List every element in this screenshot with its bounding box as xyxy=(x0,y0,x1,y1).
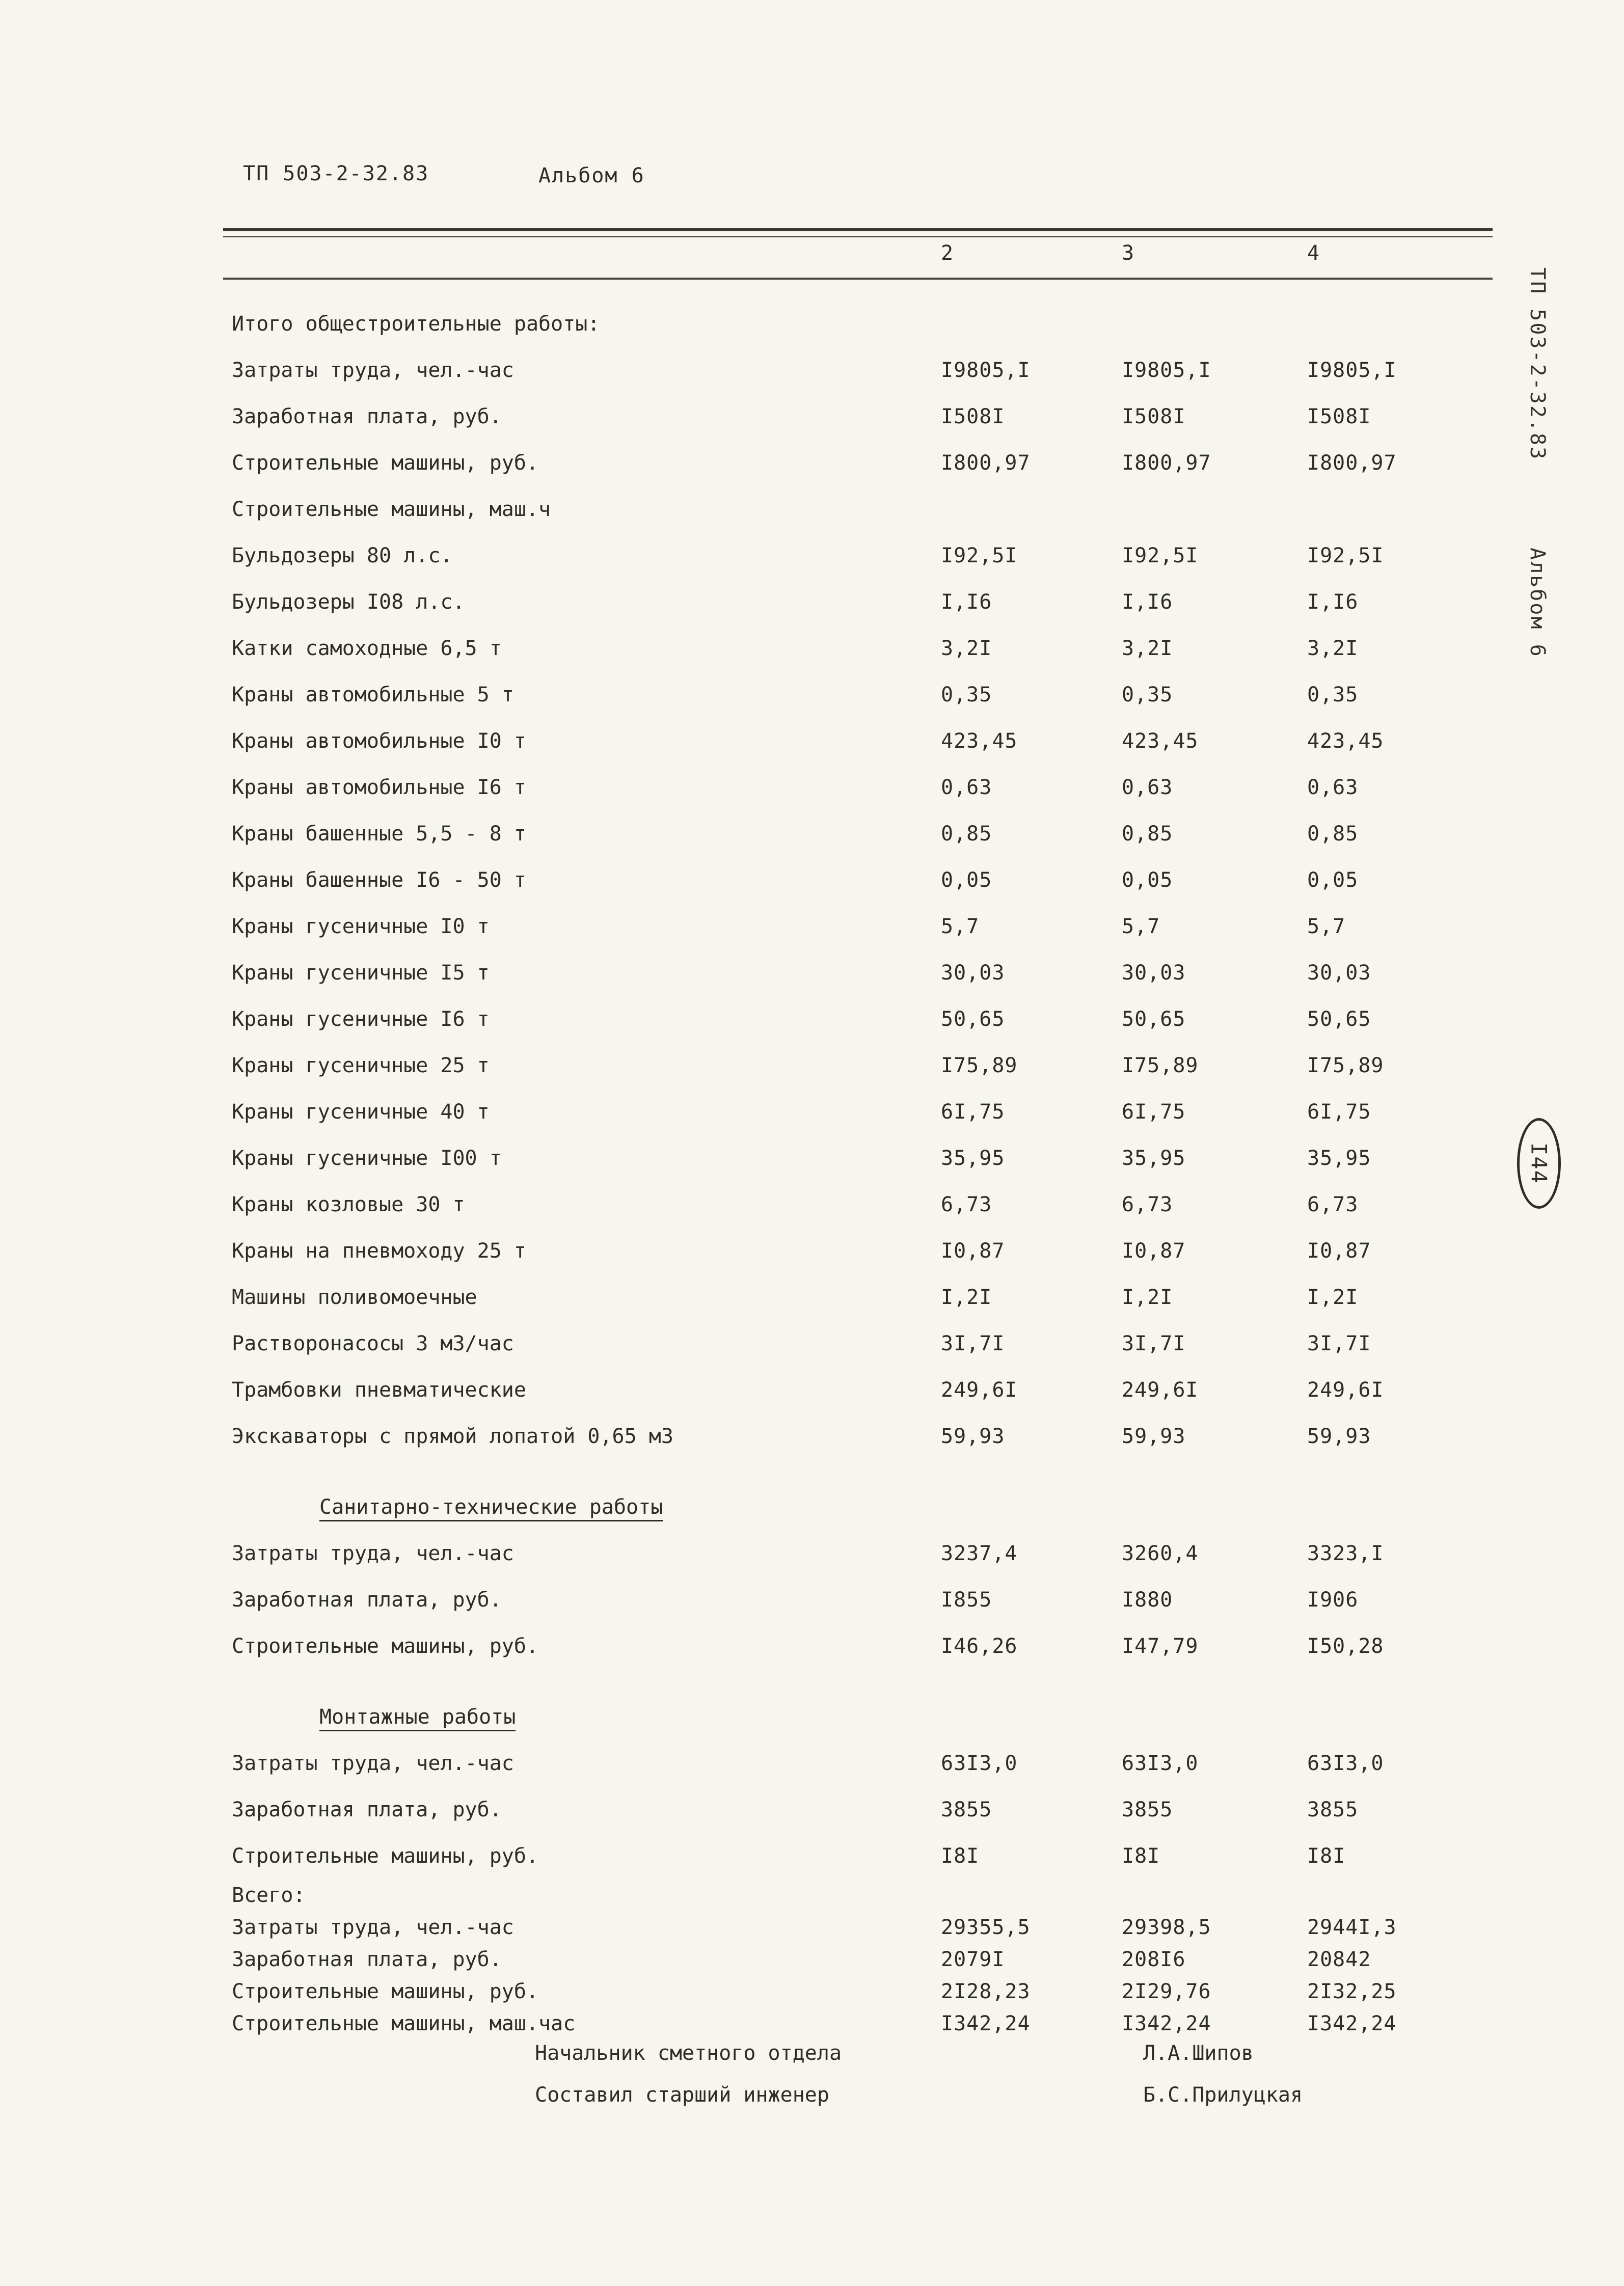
table-row xyxy=(232,718,1577,764)
table-row xyxy=(232,625,1577,671)
row-value: 63I3,0 xyxy=(1307,1751,1384,1775)
row-value: 30,03 xyxy=(1307,961,1371,985)
row-value: I800,97 xyxy=(941,451,1031,475)
row-label: Краны гусеничные I0 т xyxy=(232,914,490,938)
table-row xyxy=(232,1879,1577,1911)
table-row xyxy=(232,1530,1577,1576)
row-value: 3237,4 xyxy=(941,1541,1018,1565)
row-value: 0,35 xyxy=(1307,683,1359,706)
row-label: Трамбовки пневматические xyxy=(232,1378,526,1402)
signature-line-engineer xyxy=(535,2083,1303,2107)
table-row xyxy=(232,1088,1577,1135)
row-value: 2079I xyxy=(941,1947,1005,1971)
signature-name: Б.С.Прилуцкая xyxy=(1143,2083,1303,2107)
row-label: Краны козловые 30 т xyxy=(232,1192,465,1216)
row-label: Краны гусеничные I6 т xyxy=(232,1007,490,1031)
row-value: I800,97 xyxy=(1122,451,1211,475)
row-value: I92,5I xyxy=(1122,543,1199,567)
row-value: 29398,5 xyxy=(1122,1915,1211,1939)
row-value: I9805,I xyxy=(1122,358,1211,382)
row-value: 29355,5 xyxy=(941,1915,1031,1939)
row-value: I9805,I xyxy=(1307,358,1397,382)
row-value: 0,63 xyxy=(1122,775,1173,799)
row-value: 35,95 xyxy=(1307,1146,1371,1170)
row-label: Краны автомобильные I6 т xyxy=(232,775,526,799)
row-label: Строительные машины, руб. xyxy=(232,1979,539,2003)
row-value: 3I,7I xyxy=(1122,1331,1186,1355)
row-label: Санитарно-технические работы xyxy=(319,1495,663,1519)
row-label: Краны гусеничные 25 т xyxy=(232,1053,490,1077)
row-value: 3855 xyxy=(1122,1798,1173,1821)
row-label: Экскаваторы с прямой лопатой 0,65 м3 xyxy=(232,1424,673,1448)
column-header-2: 2 xyxy=(941,241,954,265)
row-value: I,I6 xyxy=(941,590,992,614)
row-value: 6,73 xyxy=(1307,1192,1359,1216)
section-heading-row xyxy=(232,1484,1577,1530)
row-value: I47,79 xyxy=(1122,1634,1199,1658)
table-row xyxy=(232,1228,1577,1274)
row-label: Краны гусеничные I5 т xyxy=(232,961,490,985)
row-label: Бульдозеры I08 л.с. xyxy=(232,590,465,614)
row-value: 2I28,23 xyxy=(941,1979,1031,2003)
row-value: 5,7 xyxy=(1307,914,1346,938)
row-value: 30,03 xyxy=(941,961,1005,985)
table-row xyxy=(232,671,1577,718)
row-value: 3323,I xyxy=(1307,1541,1384,1565)
row-value: I880 xyxy=(1122,1588,1173,1612)
row-value: 423,45 xyxy=(1307,729,1384,753)
row-value: 3,2I xyxy=(941,636,992,660)
row-label: Краны башенные I6 - 50 т xyxy=(232,868,526,892)
table-row xyxy=(232,2007,1577,2039)
row-value: I92,5I xyxy=(941,543,1018,567)
signature-role: Начальник сметного отдела xyxy=(535,2042,842,2065)
row-value: 20842 xyxy=(1307,1947,1371,1971)
row-value: 3855 xyxy=(941,1798,992,1821)
row-value: 6I,75 xyxy=(1307,1100,1371,1124)
row-value: I,2I xyxy=(941,1285,992,1309)
row-value: 6I,75 xyxy=(1122,1100,1186,1124)
table-row xyxy=(232,1786,1577,1833)
table-row xyxy=(232,949,1577,996)
row-value: I,I6 xyxy=(1307,590,1359,614)
row-value: I342,24 xyxy=(1307,2011,1397,2035)
row-value: I342,24 xyxy=(1122,2011,1211,2035)
row-label: Строительные машины, руб. xyxy=(232,451,539,475)
row-value: I,2I xyxy=(1307,1285,1359,1309)
row-value: 50,65 xyxy=(1122,1007,1186,1031)
row-value: 0,05 xyxy=(1307,868,1359,892)
row-value: I508I xyxy=(1122,404,1186,428)
column-header-3: 3 xyxy=(1122,241,1134,265)
row-label: Катки самоходные 6,5 т xyxy=(232,636,502,660)
doc-code: ТП 503-2-32.83 xyxy=(243,162,429,185)
section-heading-row xyxy=(232,1694,1577,1740)
document-header xyxy=(243,162,645,187)
row-value: I0,87 xyxy=(1122,1239,1186,1263)
row-label: Краны автомобильные 5 т xyxy=(232,683,514,706)
row-label: Затраты труда, чел.-час xyxy=(232,1541,514,1565)
table-row xyxy=(232,1623,1577,1669)
row-value: 5,7 xyxy=(941,914,980,938)
row-value: 59,93 xyxy=(941,1424,1005,1448)
row-value: 63I3,0 xyxy=(941,1751,1018,1775)
row-value: 59,93 xyxy=(1307,1424,1371,1448)
row-value: I50,28 xyxy=(1307,1634,1384,1658)
row-label: Заработная плата, руб. xyxy=(232,404,502,428)
row-value: 0,05 xyxy=(941,868,992,892)
table-header-rule xyxy=(223,278,1493,280)
row-value: 0,63 xyxy=(1307,775,1359,799)
column-header-4: 4 xyxy=(1307,241,1320,265)
row-label: Заработная плата, руб. xyxy=(232,1947,502,1971)
row-value: 5,7 xyxy=(1122,914,1160,938)
row-value: 2I29,76 xyxy=(1122,1979,1211,2003)
sidebar-doc-code: ТП 503-2-32.83 xyxy=(1526,267,1549,461)
row-label: Затраты труда, чел.-час xyxy=(232,1751,514,1775)
row-value: I9805,I xyxy=(941,358,1031,382)
row-label: Краны на пневмоходу 25 т xyxy=(232,1239,526,1263)
row-value: I342,24 xyxy=(941,2011,1031,2035)
column-headers xyxy=(232,235,1556,271)
row-label: Краны гусеничные 40 т xyxy=(232,1100,490,1124)
row-label: Заработная плата, руб. xyxy=(232,1798,502,1821)
row-value: 3260,4 xyxy=(1122,1541,1199,1565)
signature-role: Составил старший инженер xyxy=(535,2083,829,2107)
signature-line-chief xyxy=(535,2042,1254,2065)
row-value: 3I,7I xyxy=(1307,1331,1371,1355)
row-label: Краны автомобильные I0 т xyxy=(232,729,526,753)
row-value: 35,95 xyxy=(1122,1146,1186,1170)
page-number: I44 xyxy=(1526,1142,1552,1184)
table-row xyxy=(232,1740,1577,1786)
table-row xyxy=(232,1943,1577,1975)
row-value: I75,89 xyxy=(1122,1053,1199,1077)
row-value: 3,2I xyxy=(1122,636,1173,660)
row-value: 0,63 xyxy=(941,775,992,799)
row-value: 0,05 xyxy=(1122,868,1173,892)
row-value: I75,89 xyxy=(1307,1053,1384,1077)
row-value: 3I,7I xyxy=(941,1331,1005,1355)
row-value: I508I xyxy=(941,404,1005,428)
sidebar-album-label: Альбом 6 xyxy=(1526,548,1549,658)
row-value: I,2I xyxy=(1122,1285,1173,1309)
table-row xyxy=(232,903,1577,949)
row-value: I508I xyxy=(1307,404,1371,428)
row-value: I855 xyxy=(941,1588,992,1612)
row-label: Растворонасосы 3 м3/час xyxy=(232,1331,514,1355)
table-row xyxy=(232,301,1577,347)
row-value: I800,97 xyxy=(1307,451,1397,475)
row-label: Всего: xyxy=(232,1883,306,1907)
row-value: 30,03 xyxy=(1122,961,1186,985)
row-value: 6I,75 xyxy=(941,1100,1005,1124)
table-row xyxy=(232,393,1577,440)
row-label: Затраты труда, чел.-час xyxy=(232,358,514,382)
row-label: Строительные машины, руб. xyxy=(232,1844,539,1868)
row-value: 208I6 xyxy=(1122,1947,1186,1971)
row-label: Краны гусеничные I00 т xyxy=(232,1146,502,1170)
table-row xyxy=(232,1975,1577,2007)
table-row xyxy=(232,1911,1577,1943)
signature-name: Л.А.Шипов xyxy=(1143,2042,1254,2065)
row-label: Итого общестроительные работы: xyxy=(232,312,600,336)
row-value: 6,73 xyxy=(941,1192,992,1216)
row-label: Заработная плата, руб. xyxy=(232,1588,502,1612)
row-label: Затраты труда, чел.-час xyxy=(232,1915,514,1939)
table-row xyxy=(232,1576,1577,1623)
row-value: I8I xyxy=(1122,1844,1160,1868)
row-value: 0,85 xyxy=(1122,822,1173,846)
row-value: 0,35 xyxy=(1122,683,1173,706)
table-row xyxy=(232,857,1577,903)
row-value: I46,26 xyxy=(941,1634,1018,1658)
row-value: I8I xyxy=(941,1844,980,1868)
table-row xyxy=(232,347,1577,393)
row-value: 63I3,0 xyxy=(1122,1751,1199,1775)
row-label: Бульдозеры 80 л.с. xyxy=(232,543,453,567)
table-row xyxy=(232,996,1577,1042)
row-value: I906 xyxy=(1307,1588,1359,1612)
row-value: 0,35 xyxy=(941,683,992,706)
table-row xyxy=(232,440,1577,486)
row-value: 423,45 xyxy=(941,729,1018,753)
row-value: 59,93 xyxy=(1122,1424,1186,1448)
album-label: Альбом 6 xyxy=(538,164,645,187)
table-row xyxy=(232,579,1577,625)
row-value: 249,6I xyxy=(1122,1378,1199,1402)
table-row xyxy=(232,1367,1577,1413)
row-value: 0,85 xyxy=(941,822,992,846)
row-label: Строительные машины, маш.час xyxy=(232,2011,576,2035)
row-value: 50,65 xyxy=(1307,1007,1371,1031)
table-row xyxy=(232,486,1577,532)
table-row xyxy=(232,532,1577,579)
table-row xyxy=(232,1320,1577,1367)
table-row xyxy=(232,1413,1577,1459)
row-value: 249,6I xyxy=(1307,1378,1384,1402)
row-value: I92,5I xyxy=(1307,543,1384,567)
page-number-badge xyxy=(1517,1118,1561,1209)
row-value: 2944I,3 xyxy=(1307,1915,1397,1939)
data-table xyxy=(232,301,1577,2039)
row-label: Строительные машины, маш.ч xyxy=(232,497,551,521)
row-label: Монтажные работы xyxy=(319,1705,516,1729)
row-value: 50,65 xyxy=(941,1007,1005,1031)
row-value: I75,89 xyxy=(941,1053,1018,1077)
row-value: 35,95 xyxy=(941,1146,1005,1170)
row-value: I8I xyxy=(1307,1844,1346,1868)
row-value: 0,85 xyxy=(1307,822,1359,846)
table-row xyxy=(232,1833,1577,1879)
table-row xyxy=(232,1042,1577,1088)
row-value: 423,45 xyxy=(1122,729,1199,753)
table-row xyxy=(232,1135,1577,1181)
row-value: 3855 xyxy=(1307,1798,1359,1821)
row-value: I0,87 xyxy=(941,1239,1005,1263)
row-label: Краны башенные 5,5 - 8 т xyxy=(232,822,526,846)
row-value: 3,2I xyxy=(1307,636,1359,660)
table-row xyxy=(232,810,1577,857)
row-value: 2I32,25 xyxy=(1307,1979,1397,2003)
table-row xyxy=(232,1274,1577,1320)
row-label: Машины поливомоечные xyxy=(232,1285,477,1309)
table-row xyxy=(232,764,1577,810)
row-value: 249,6I xyxy=(941,1378,1018,1402)
table-row xyxy=(232,1181,1577,1228)
row-value: I,I6 xyxy=(1122,590,1173,614)
row-label: Строительные машины, руб. xyxy=(232,1634,539,1658)
row-value: 6,73 xyxy=(1122,1192,1173,1216)
row-value: I0,87 xyxy=(1307,1239,1371,1263)
